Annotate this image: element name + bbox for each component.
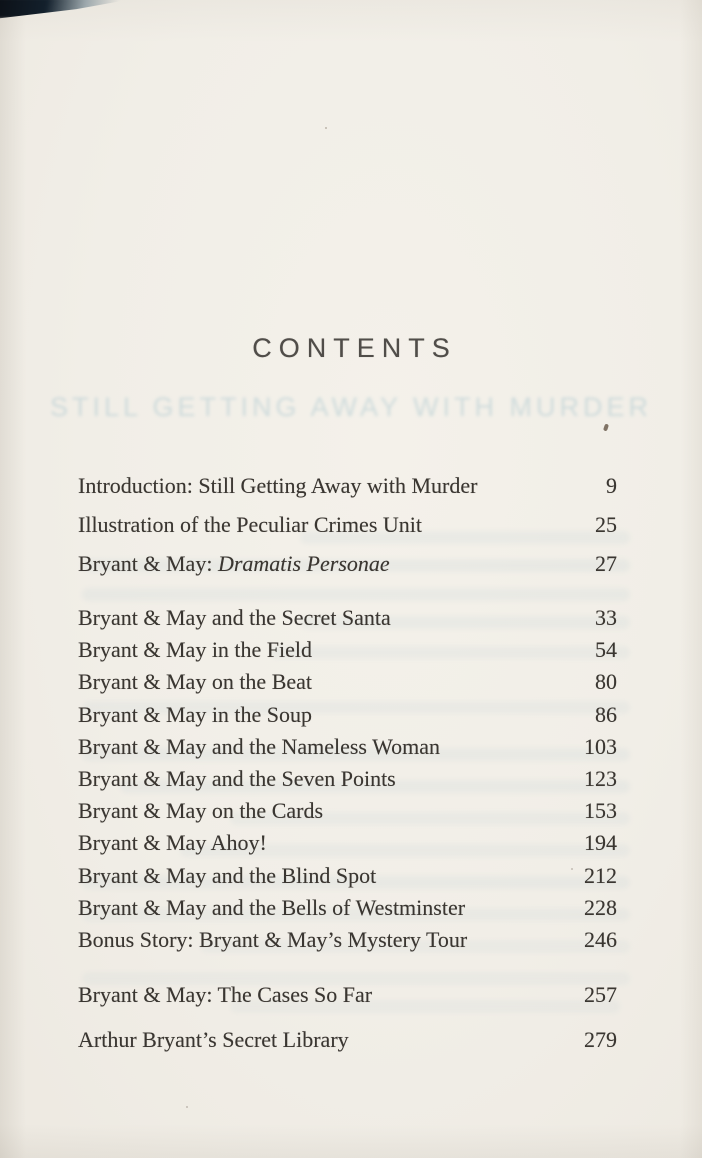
toc-entry-page-number: 246: [584, 926, 617, 952]
toc-entry: [78, 731, 617, 763]
toc-entry: [78, 505, 617, 544]
toc-entry-title: Bryant & May and the Bells of Westminster: [78, 894, 466, 920]
toc-entry-page-number: 257: [584, 982, 617, 1007]
toc-entry-page-number: 103: [584, 733, 617, 759]
toc-entry-title: Bryant & May: Dramatis Personae: [78, 551, 390, 576]
toc-group-stories: [78, 602, 617, 956]
show-through-line: [82, 588, 630, 601]
toc-entry: [78, 699, 617, 731]
toc-entry-page-number: 153: [584, 798, 617, 824]
paper-speck: [95, 688, 97, 690]
toc-entry: [78, 466, 617, 505]
toc-entry: [78, 544, 617, 583]
toc-entry-page-number: 33: [595, 605, 617, 630]
toc-entry-title: Bryant & May in the Field: [78, 637, 313, 663]
toc-entry-title: Bryant & May on the Beat: [78, 669, 313, 695]
toc-entry: [78, 795, 617, 827]
toc-entry-page-number: 9: [606, 473, 617, 498]
toc-entry-page-number: 228: [584, 894, 617, 920]
toc-entry: [78, 1024, 617, 1056]
show-through-heading: STILL GETTING AWAY WITH MURDER: [49, 392, 653, 422]
toc-entry-page-number: 86: [595, 701, 617, 727]
toc-entry-title: Bryant & May: The Cases So Far: [78, 982, 373, 1007]
toc-entry-title: Illustration of the Peculiar Crimes Unit: [78, 512, 422, 537]
toc-group-secret-library: [78, 1024, 617, 1056]
toc-entry-page-number: 27: [595, 551, 617, 576]
paper-speck: [325, 127, 327, 129]
toc-entry-title: Bryant & May on the Cards: [78, 798, 324, 824]
toc-entry-title: Bryant & May and the Seven Points: [78, 765, 396, 791]
toc-entry-title: Bryant & May in the Soup: [78, 701, 313, 727]
toc-entry-page-number: 123: [584, 765, 617, 791]
contents-heading: CONTENTS: [252, 333, 457, 363]
toc-entry-title: Introduction: Still Getting Away with Murder: [78, 473, 478, 498]
scan-corner-artifact: [0, 0, 144, 19]
paper-speck: [186, 1106, 188, 1108]
paper-speck: [571, 868, 573, 870]
toc-entry-page-number: 279: [584, 1027, 617, 1052]
toc-entry-title: Arthur Bryant’s Secret Library: [78, 1027, 349, 1052]
toc-entry-page-number: 194: [584, 830, 617, 856]
toc-entry-page-number: 212: [584, 862, 617, 888]
toc-entry-title: Bonus Story: Bryant & May’s Mystery Tour: [78, 926, 468, 952]
toc-entry-title: Bryant & May and the Blind Spot: [78, 862, 377, 888]
toc-entry: [78, 892, 617, 924]
toc-entry-page-number: 54: [595, 637, 617, 663]
toc-entry: [78, 666, 617, 698]
toc-entry-title: Bryant & May Ahoy!: [78, 830, 267, 856]
toc-group-cases-so-far: [78, 979, 617, 1011]
toc-entry: [78, 763, 617, 795]
toc-group-front-matter: [78, 466, 617, 583]
toc-entry: [78, 860, 617, 892]
toc-entry-title: Bryant & May and the Secret Santa: [78, 605, 391, 630]
toc-entry: [78, 602, 617, 634]
toc-entry: [78, 979, 617, 1011]
paper-speck: [603, 424, 609, 432]
toc-entry-page-number: 25: [595, 512, 617, 537]
toc-entry-page-number: 80: [595, 669, 617, 695]
toc-entry: [78, 634, 617, 666]
toc-entry: [78, 827, 617, 859]
toc-entry: [78, 924, 617, 956]
toc-entry-title: Bryant & May and the Nameless Woman: [78, 733, 440, 759]
